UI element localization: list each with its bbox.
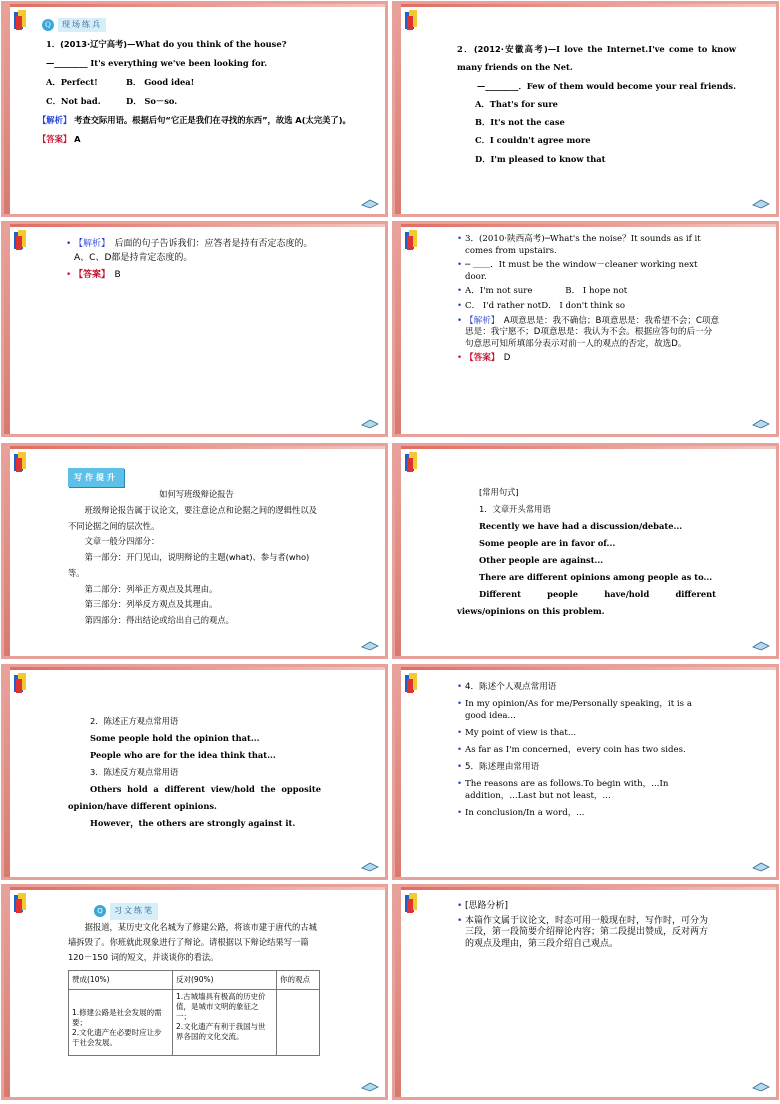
- question-text: • 3．(2010·陕西高考)─What's the noise？It sounds as if it comes from upstairs.: [457, 234, 720, 257]
- options-cd: • C． I'd rather notD． I don't think so: [457, 301, 720, 313]
- pencil-box-icon[interactable]: [752, 1082, 770, 1092]
- subheading: 2．陈述正方观点常用语: [90, 716, 179, 726]
- table-cell: 1.古城墙具有极高的历史价值，是城市文明的象征之一； 2.文化遗产有利于我国与世界各国的文化交流。: [173, 989, 277, 1055]
- book-icon: [12, 228, 28, 252]
- slide-2[interactable]: [392, 1, 779, 217]
- page-title: 如何写班级辩论报告: [159, 489, 234, 500]
- book-icon: [403, 8, 419, 32]
- analysis-text: 考查交际用语。根据后句“它正是我们在寻找的东西”，故选 A(太完美了)。: [74, 114, 351, 125]
- phrase-line: People who are for the idea think that...: [90, 750, 276, 760]
- slide-10[interactable]: [392, 884, 779, 1100]
- bullet-item: • In conclusion/In a word，...: [457, 807, 716, 819]
- section-label: Q 现场练兵: [42, 18, 106, 32]
- analysis-label: 【解析】: [74, 239, 106, 249]
- subheading: 1．文章开头常用语: [479, 504, 551, 514]
- phrase-line: Some people hold the opinion that...: [90, 733, 260, 743]
- option-a: A．That's for sure: [475, 98, 558, 109]
- slide-top-bar: [10, 667, 385, 670]
- option-a: A．Perfect!: [46, 77, 98, 88]
- slide-4[interactable]: [392, 221, 779, 437]
- bullet-item: • The reasons are as follows.To begin with，...In addition，...Last but not least，...: [457, 778, 716, 802]
- section-badge: 写作提升: [68, 468, 124, 487]
- analysis-text: 后面的句子告诉我们：应答者是持有否定态度的。A、C、D都是持肯定态度的。: [74, 239, 313, 263]
- slide-top-bar: [401, 667, 776, 670]
- slide-top-bar: [401, 4, 776, 7]
- book-icon: [403, 891, 419, 915]
- analysis-text: A项意思是：我不确信；B项意思是：我希望不会；C项意思是：我宁愿不；D项意思是：我认为不会。根据应答句的后一分句意思可知所填部分表示对前一人的观点的否定，故选D。: [465, 315, 720, 349]
- phrase-line: Other people are against...: [479, 555, 604, 565]
- book-icon: [12, 8, 28, 32]
- analysis-label: 【解析】: [38, 114, 72, 125]
- book-icon: [12, 450, 28, 474]
- question-line: • ─ ＿＿．It must be the window－cleaner working next door.: [457, 260, 720, 283]
- pencil-box-icon[interactable]: [361, 419, 379, 429]
- option-c: C．I couldn't agree more: [475, 135, 591, 146]
- bullet-item: • My point of view is that...: [457, 727, 716, 739]
- bullet-item: • 4．陈述个人观点常用语: [457, 681, 716, 693]
- pencil-box-icon[interactable]: [361, 641, 379, 651]
- question-icon: Q: [94, 905, 106, 917]
- answer-text: B: [114, 269, 121, 280]
- pencil-box-icon[interactable]: [752, 641, 770, 651]
- bullet-item: • In my opinion/As for me/Personally speaking，it is a good idea...: [457, 698, 716, 722]
- question-icon: Q: [42, 19, 54, 31]
- question-text: —I love the Internet.I've come to know many friends on the Net.: [457, 44, 737, 73]
- phrase-line: Others hold a different view/hold the opposite opinion/have different opinions.: [68, 784, 321, 811]
- option-d: D．I'm pleased to know that: [475, 153, 606, 164]
- paragraph: 第一部分：开门见山，说明辩论的主题(what)、参与者(who)等。: [68, 552, 310, 578]
- question-source: (2013·辽宁高考): [60, 39, 128, 50]
- pencil-box-icon[interactable]: [361, 199, 379, 209]
- slide-top-bar: [10, 224, 385, 227]
- phrase-line: Recently we have had a discussion/debate...: [479, 521, 683, 531]
- answer-text: D: [503, 353, 511, 364]
- pencil-box-icon[interactable]: [752, 419, 770, 429]
- book-icon: [403, 450, 419, 474]
- slide-top-bar: [10, 887, 385, 890]
- bullet-item: • 本篇作文属于议论文，时态可用一般现在时，写作时，可分为三段，第一段简要介绍辩论内容；第二段提出赞成，反对两方的观点及理由，第三段介绍自己观点。: [457, 916, 712, 951]
- slide-3[interactable]: [1, 221, 388, 437]
- answer-label: 【答案】: [38, 133, 72, 144]
- options-ab: • A．I'm not sure B． I hope not: [457, 286, 720, 298]
- slide-top-bar: [401, 224, 776, 227]
- pencil-box-icon[interactable]: [752, 862, 770, 872]
- answer-label: 【答案】: [465, 353, 496, 364]
- option-b: B．It's not the case: [475, 117, 565, 127]
- slide-1[interactable]: [1, 1, 388, 217]
- question-source: (2012·安徽高考): [473, 44, 548, 54]
- pencil-box-icon[interactable]: [361, 1082, 379, 1092]
- table-header: 反对(90%): [173, 970, 277, 989]
- paragraph: 第二部分：列举正方观点及其理由。: [84, 583, 218, 594]
- phrase-line: Different people have/hold different views/opinions on this problem.: [457, 589, 716, 616]
- section-heading: [常用句式]: [479, 487, 519, 497]
- pencil-box-icon[interactable]: [752, 199, 770, 209]
- question-line: —________．Few of them would become your real friends.: [477, 80, 736, 91]
- book-icon: [12, 671, 28, 695]
- bullet-item: • [思路分析]: [457, 901, 712, 913]
- question-text: —What do you think of the house?: [127, 39, 287, 50]
- subheading: 3．陈述反方观点常用语: [90, 767, 179, 777]
- question-line: —________ It's everything we've been looking for.: [46, 58, 268, 69]
- pencil-box-icon[interactable]: [361, 862, 379, 872]
- table-cell: 1.修建公路是社会发展的需要； 2.文化遗产在必要时应让步于社会发展。: [69, 989, 173, 1055]
- slide-top-bar: [10, 4, 385, 7]
- table-cell[interactable]: [277, 989, 320, 1055]
- book-icon: [12, 891, 28, 915]
- slide-6[interactable]: [392, 443, 779, 659]
- slide-8[interactable]: [392, 664, 779, 880]
- slide-7[interactable]: [1, 664, 388, 880]
- paragraph: 文章一般分四部分：: [84, 536, 160, 547]
- paragraph: 班级辩论报告属于议论文，要注意论点和论据之间的逻辑性以及不同论据之间的层次性。: [68, 504, 317, 531]
- answer-text: A: [74, 133, 81, 144]
- slide-top-bar: [401, 446, 776, 449]
- slide-9[interactable]: [1, 884, 388, 1100]
- paragraph: 第三部分：列举反方观点及其理由。: [84, 599, 218, 610]
- book-icon: [403, 671, 419, 695]
- slide-top-bar: [10, 446, 385, 449]
- book-icon: [403, 228, 419, 252]
- analysis-label: 【解析】: [465, 315, 496, 326]
- section-label: Q 习文练笔: [94, 903, 158, 920]
- task-paragraph: 据报道，某历史文化名城为了修建公路，将该市建于唐代的古城墙拆毁了。你班就此现象进行了辩论。请根据以下辩论结果写一篇 120－150 词的短文，并谈谈你的看法。: [68, 921, 317, 963]
- bullet-item: • As far as I'm concerned，every coin has two sides.: [457, 744, 716, 756]
- slide-top-bar: [401, 887, 776, 890]
- option-c: C．Not bad.: [46, 95, 101, 106]
- option-b: B． Good idea!: [126, 77, 195, 88]
- bullet-item: • 5．陈述理由常用语: [457, 761, 716, 773]
- answer-label: 【答案】: [74, 269, 106, 280]
- table-header: 赞成(10%): [69, 970, 173, 989]
- question-number: 1．: [46, 39, 61, 50]
- phrase-line: There are different opinions among people as to...: [479, 572, 713, 582]
- phrase-line: Some people are in favor of...: [479, 538, 616, 548]
- slide-5[interactable]: [1, 443, 388, 659]
- opinion-table: [68, 970, 320, 1056]
- paragraph: 第四部分：得出结论或给出自己的观点。: [84, 615, 234, 626]
- option-d: D． So－so.: [126, 95, 178, 106]
- question-number: 2．: [457, 44, 474, 54]
- table-header: 你的观点: [277, 970, 320, 989]
- phrase-line: However，the others are strongly against it.: [90, 818, 296, 828]
